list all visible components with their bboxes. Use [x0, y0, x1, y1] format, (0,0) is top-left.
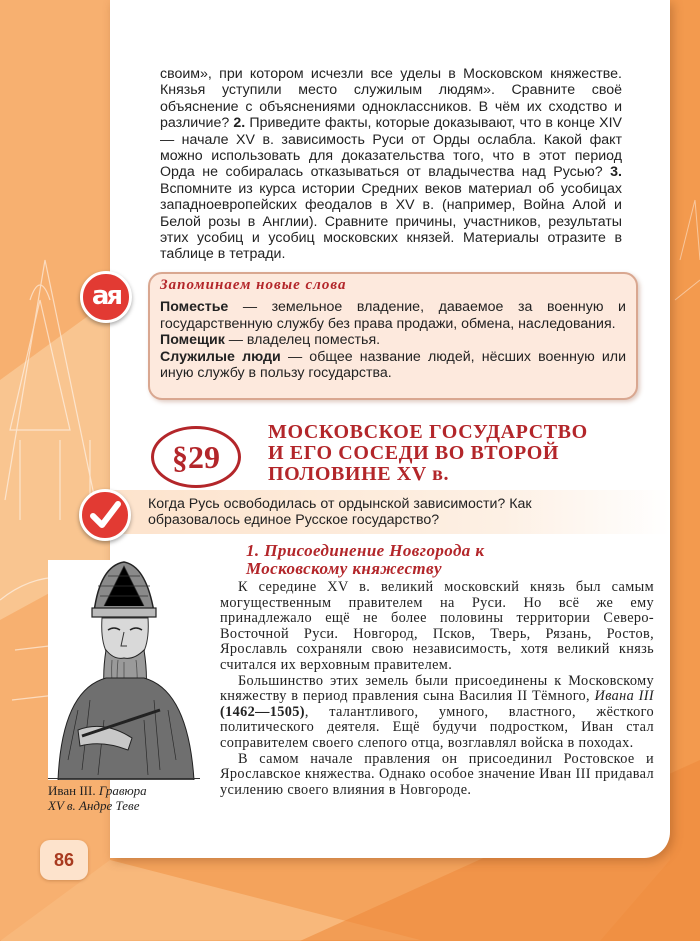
portrait-caption — [48, 784, 208, 813]
intro-paragraph — [160, 66, 622, 263]
paragraph-3: В самом начале правления он присоединил Ростовское и Ярославское княжества. Однако особое значение Иван III придавал усилению своего влияния в Новгороде. — [220, 750, 654, 798]
caption-type: Гравюра — [98, 783, 147, 798]
vocabulary-title: Запоминаем новые слова — [160, 277, 347, 293]
caption-name: Иван III. — [48, 783, 99, 798]
checkmark-glyph-icon — [82, 492, 128, 538]
definition: — общее название людей, нёсших военную или иную службу в пользу государства. — [160, 348, 627, 382]
page-number: 86 — [40, 840, 88, 880]
term: Помещик — [160, 332, 225, 349]
definition: — владелец поместья. — [224, 332, 381, 349]
caption-author: XV в. Андре Теве — [48, 797, 140, 813]
section-number-badge: §29 — [151, 426, 241, 488]
intro-text-c: Вспомните из курса истории Средних веков материал об усобицах западноевропейских феодалов в XV в. (например, Война Алой и Белой розы в Англии). Сравните причины, участников, результаты этих усобиц и усобиц московских князей. Материалы отразите в таблице в тетради. — [160, 180, 622, 263]
definition: — земельное владение, даваемое за военную и государственную службу без права продажи, обмена, наследования. — [160, 299, 626, 332]
paragraph-2 — [220, 674, 654, 752]
intro-text-b: Приведите факты, которые доказывают, что в конце XIV — начале XV в. зависимость Руси от Орды ослабла. Какой факт можно использовать для доказательства того, что в этот период Орда не собиралась отказываться от владычества над Русью? — [160, 115, 622, 181]
paragraph-2-text: Большинство этих земель были присоединены к Московскому княжеству в период правления сына Василия II Тёмного, — [220, 672, 654, 705]
reign-years: (1462—1505) — [220, 703, 305, 720]
checkmark-icon — [79, 489, 131, 541]
caption-divider — [48, 778, 200, 779]
intro-number-3: 3. — [610, 164, 622, 181]
vocabulary-icon: ая — [80, 271, 132, 323]
intro-number-2: 2. — [233, 115, 246, 132]
subsection-heading: 1. Присоединение Новгорода к Московскому княжеству — [246, 541, 485, 578]
paragraph-1: К середине XV в. великий московский князь был самым могущественным правителем на Руси. Но всё же ему принадлежало ещё не более половины территории Северо-Восточной Руси. Новгород, Псков, Тверь, Рязань, Ростов, Ярославль сохраняли свою независимость, хотя великий князь считался их верховным правителем. — [220, 579, 654, 673]
vocabulary-term-row — [160, 332, 626, 349]
term: Служилые люди — [160, 348, 281, 365]
caption-line-1 — [48, 784, 208, 799]
term: Поместье — [160, 299, 229, 315]
vocabulary-body — [160, 299, 626, 382]
paragraph-2-text-cont: , талантливого, умного, властного, жёсткого политического деятеля. Ещё будучи подростком, Иван стал соправителем своего слепого отца, возглавлял войска в походах. — [220, 703, 654, 751]
section-title: МОСКОВСКОЕ ГОСУДАРСТВО И ЕГО СОСЕДИ ВО ВТОРОЙ ПОЛОВИНЕ XV в. — [268, 421, 588, 485]
caption-line-2 — [48, 799, 208, 814]
main-text — [220, 580, 654, 798]
intro-text-a: своим», при котором исчезли все уделы в Московском княжестве. Князья уступили место служилым людям». Сравните своё объяснение с объяснениями одноклассников. В чём их сходство и различие? — [160, 66, 622, 132]
vocabulary-term-row — [160, 299, 626, 332]
ivan-iii-portrait — [48, 560, 200, 780]
question-text: Когда Русь освободилась от ордынской зависимости? Как образовалось единое Русское государство? — [148, 496, 532, 529]
ruler-name: Ивана III — [594, 688, 654, 705]
vocabulary-term-row — [160, 349, 626, 382]
